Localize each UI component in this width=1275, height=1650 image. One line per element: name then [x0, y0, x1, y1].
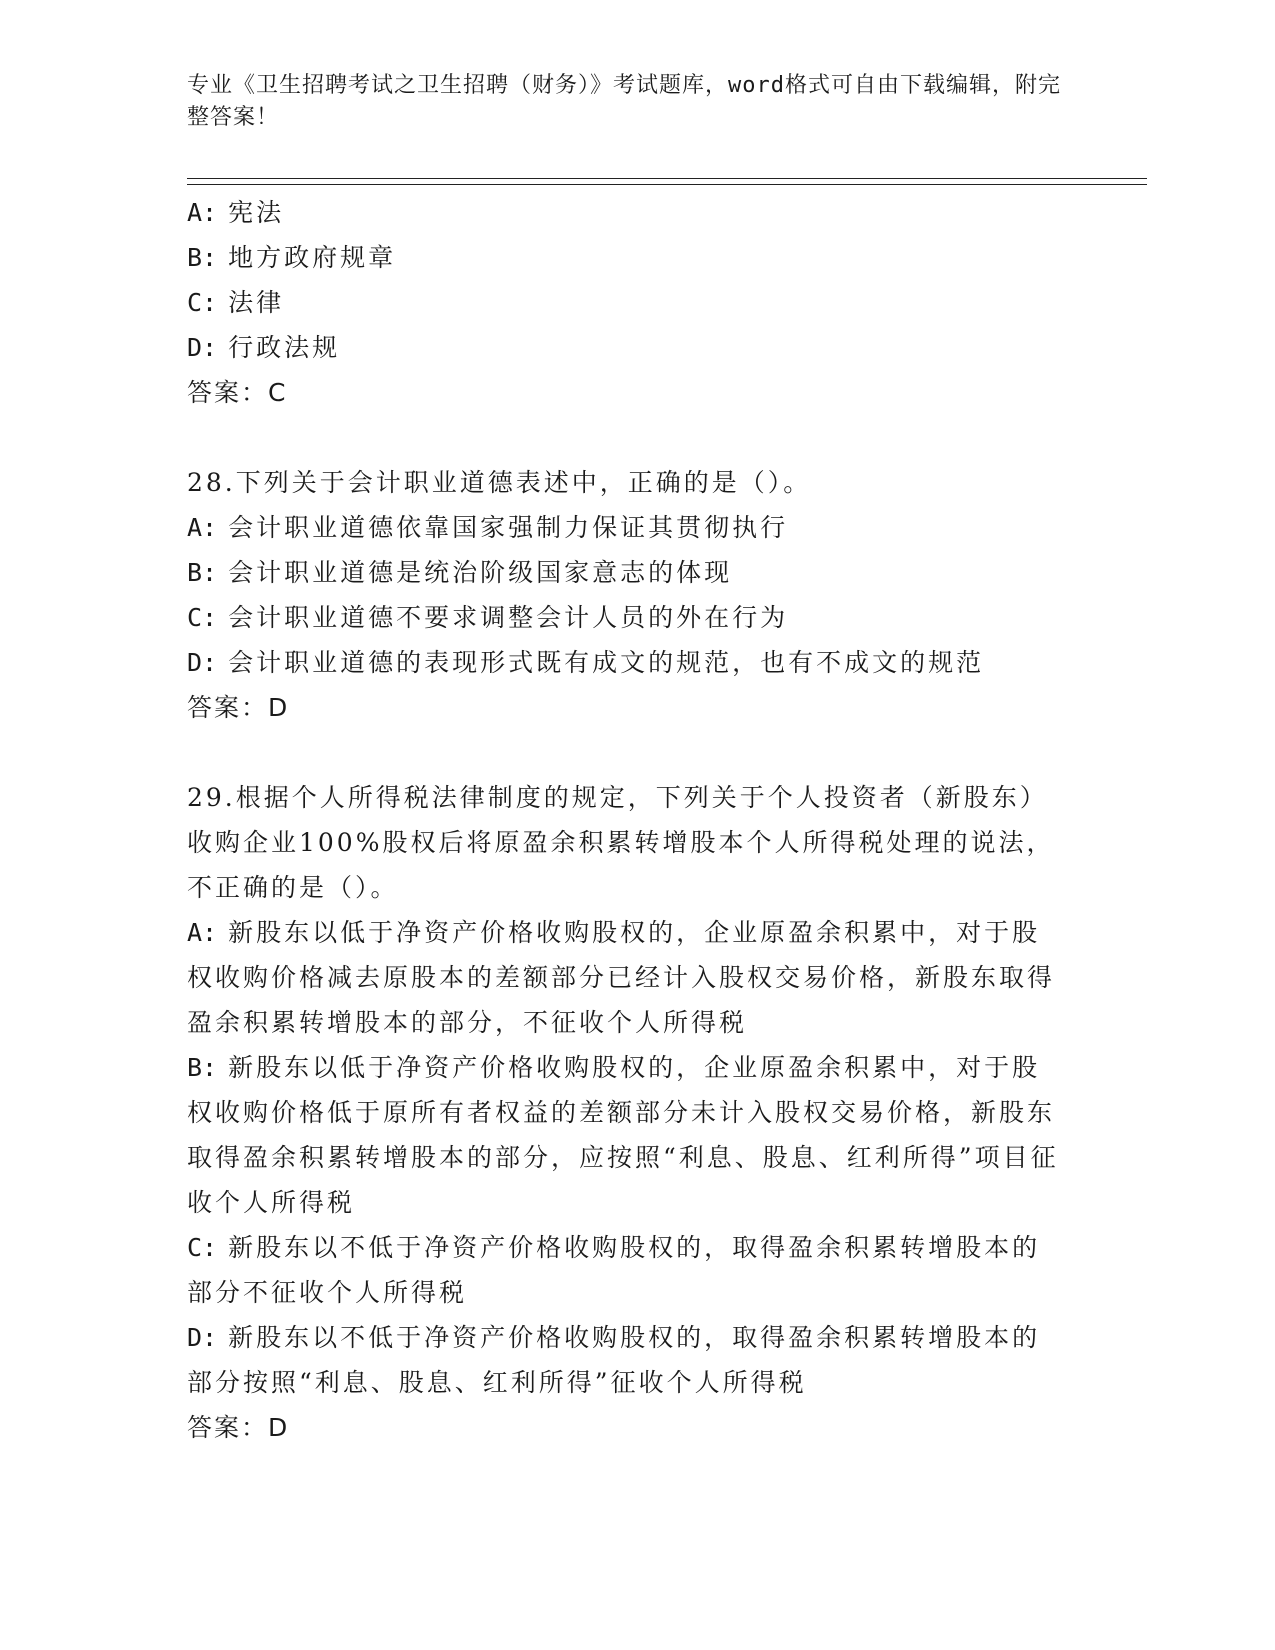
- option-a: [187, 910, 1067, 1045]
- option-label: A:: [187, 198, 218, 227]
- option-text: 会计职业道德的表现形式既有成文的规范，也有不成文的规范: [228, 648, 985, 677]
- document-header: 专业《卫生招聘考试之卫生招聘（财务）》考试题库，word格式可自由下载编辑，附完整答案！: [187, 73, 1061, 130]
- option-text: 行政法规: [228, 333, 341, 362]
- answer-line: 答案：C: [187, 378, 288, 407]
- option-text: 会计职业道德依靠国家强制力保证其贯彻执行: [228, 513, 789, 542]
- spacer: [187, 730, 1067, 775]
- option-text: 新股东以不低于净资产价格收购股权的，取得盈余积累转增股本的部分不征收个人所得税: [187, 1233, 1041, 1307]
- option-label: C:: [187, 288, 218, 317]
- option-text: 地方政府规章: [228, 243, 397, 272]
- header-divider: [187, 178, 1147, 185]
- option-c: [187, 1225, 1067, 1315]
- answer-line: 答案：D: [187, 1413, 290, 1442]
- spacer: [187, 415, 1067, 460]
- option-text: 新股东以低于净资产价格收购股权的，企业原盈余积累中，对于股权收购价格减去原股本的差额部分已经计入股权交易价格，新股东取得盈余积累转增股本的部分，不征收个人所得税: [187, 918, 1056, 1037]
- option-label: D:: [187, 333, 218, 362]
- question-29: [187, 775, 1067, 1450]
- option-b: [187, 235, 1067, 280]
- option-a: [187, 190, 1067, 235]
- option-label: C:: [187, 1233, 218, 1262]
- option-label: B:: [187, 243, 218, 272]
- document-body: [187, 190, 1067, 1450]
- option-label: A:: [187, 513, 218, 542]
- option-text: 会计职业道德是统治阶级国家意志的体现: [228, 558, 733, 587]
- answer-line: 答案：D: [187, 693, 290, 722]
- question-stem: 28.下列关于会计职业道德表述中，正确的是（）。: [187, 468, 812, 497]
- option-b: [187, 550, 1067, 595]
- option-text: 法律: [228, 288, 285, 317]
- option-a: [187, 505, 1067, 550]
- question-stem: 29.根据个人所得税法律制度的规定，下列关于个人投资者（新股东）收购企业100%股权后将原盈余积累转增股本个人所得税处理的说法，不正确的是（）。: [187, 783, 1055, 902]
- question-block-previous: [187, 190, 1067, 415]
- option-text: 宪法: [228, 198, 285, 227]
- option-c: [187, 595, 1067, 640]
- option-d: [187, 1315, 1067, 1405]
- option-label: B:: [187, 1053, 218, 1082]
- option-d: [187, 325, 1067, 370]
- option-label: D:: [187, 648, 218, 677]
- option-d: [187, 640, 1067, 685]
- option-label: C:: [187, 603, 218, 632]
- option-c: [187, 280, 1067, 325]
- option-text: 新股东以低于净资产价格收购股权的，企业原盈余积累中，对于股权收购价格低于原所有者权益的差额部分未计入股权交易价格，新股东取得盈余积累转增股本的部分，应按照“利息、股息、红利所得”项目征收个人所得税: [187, 1053, 1059, 1217]
- question-28: [187, 460, 1067, 730]
- option-label: A:: [187, 918, 218, 947]
- option-text: 新股东以不低于净资产价格收购股权的，取得盈余积累转增股本的部分按照“利息、股息、红利所得”征收个人所得税: [187, 1323, 1041, 1397]
- option-label: D:: [187, 1323, 218, 1352]
- option-text: 会计职业道德不要求调整会计人员的外在行为: [228, 603, 789, 632]
- option-label: B:: [187, 558, 218, 587]
- option-b: [187, 1045, 1067, 1225]
